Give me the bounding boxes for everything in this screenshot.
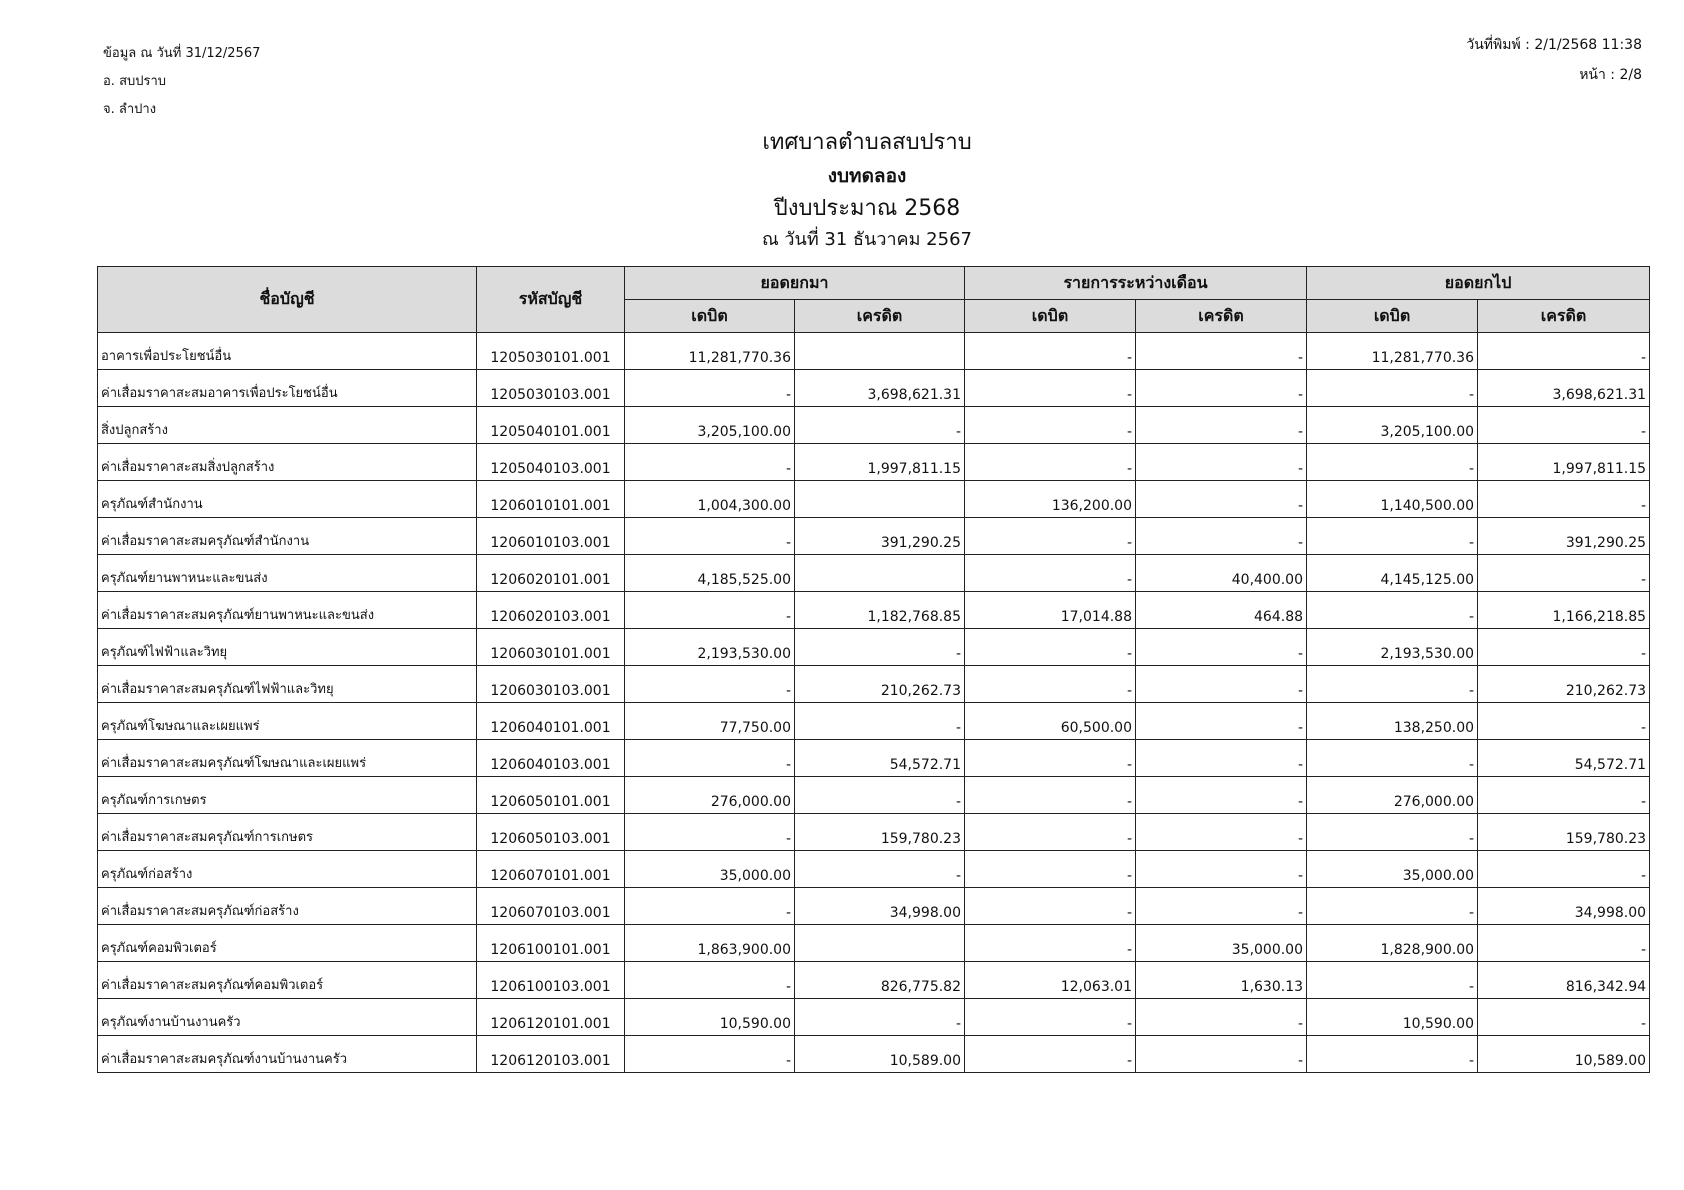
account-name: ค่าเสื่อมราคาสะสมครุภัณฑ์โฆษณาและเผยแพร่	[98, 740, 477, 777]
month-credit: -	[1136, 740, 1307, 777]
month-credit: -	[1136, 888, 1307, 925]
brought-forward-credit: 391,290.25	[795, 518, 965, 555]
carried-forward-credit: 159,780.23	[1478, 814, 1650, 851]
brought-forward-credit: -	[795, 407, 965, 444]
print-date: วันที่พิมพ์ : 2/1/2568 11:38	[1466, 37, 1642, 53]
carried-forward-credit: -	[1478, 851, 1650, 888]
carried-forward-debit: -	[1307, 814, 1478, 851]
account-code: 1206050103.001	[477, 814, 625, 851]
month-debit: -	[965, 444, 1136, 481]
brought-forward-debit: -	[625, 962, 795, 999]
brought-forward-credit: 54,572.71	[795, 740, 965, 777]
province: จ. ลำปาง	[103, 102, 157, 117]
account-code: 1206040103.001	[477, 740, 625, 777]
account-code: 1206020101.001	[477, 555, 625, 592]
brought-forward-credit: 1,182,768.85	[795, 592, 965, 629]
table-row	[98, 629, 1650, 666]
carried-forward-debit: -	[1307, 666, 1478, 703]
carried-forward-debit: -	[1307, 962, 1478, 999]
month-debit: -	[965, 333, 1136, 370]
brought-forward-credit: -	[795, 777, 965, 814]
account-name: ครุภัณฑ์ยานพาหนะและขนส่ง	[98, 555, 477, 592]
brought-forward-debit: -	[625, 740, 795, 777]
as-of-date: ณ วันที่ 31 ธันวาคม 2567	[762, 229, 972, 250]
brought-forward-credit	[795, 925, 965, 962]
brought-forward-debit: -	[625, 444, 795, 481]
account-name: ค่าเสื่อมราคาสะสมครุภัณฑ์ยานพาหนะและขนส่ง	[98, 592, 477, 629]
account-name: ครุภัณฑ์การเกษตร	[98, 777, 477, 814]
account-code: 1206010101.001	[477, 481, 625, 518]
carried-forward-debit: -	[1307, 1036, 1478, 1073]
account-code: 1206030103.001	[477, 666, 625, 703]
table-row	[98, 740, 1650, 777]
account-name: สิ่งปลูกสร้าง	[98, 407, 477, 444]
brought-forward-debit: -	[625, 666, 795, 703]
month-credit: -	[1136, 370, 1307, 407]
carried-forward-credit: -	[1478, 333, 1650, 370]
brought-forward-credit: -	[795, 999, 965, 1036]
account-code: 1206070101.001	[477, 851, 625, 888]
report-titles	[0, 126, 1684, 254]
brought-forward-credit: 10,589.00	[795, 1036, 965, 1073]
account-code: 1206100103.001	[477, 962, 625, 999]
month-credit: -	[1136, 851, 1307, 888]
carried-forward-credit: 1,997,811.15	[1478, 444, 1650, 481]
header-credit: เครดิต	[795, 300, 965, 333]
month-credit: 40,400.00	[1136, 555, 1307, 592]
report-info-right	[1466, 30, 1642, 90]
table-row	[98, 851, 1650, 888]
carried-forward-credit: 1,166,218.85	[1478, 592, 1650, 629]
table-row	[98, 999, 1650, 1036]
trial-balance-table	[97, 266, 1650, 1073]
header-debit: เดบิต	[1307, 300, 1478, 333]
header-brought-forward: ยอดยกมา	[625, 267, 965, 300]
header-credit: เครดิต	[1478, 300, 1650, 333]
carried-forward-credit: 10,589.00	[1478, 1036, 1650, 1073]
brought-forward-debit: -	[625, 814, 795, 851]
carried-forward-debit: 11,281,770.36	[1307, 333, 1478, 370]
report-info-left	[103, 40, 260, 124]
carried-forward-debit: 10,590.00	[1307, 999, 1478, 1036]
carried-forward-debit: -	[1307, 444, 1478, 481]
month-credit: -	[1136, 666, 1307, 703]
brought-forward-credit: 210,262.73	[795, 666, 965, 703]
brought-forward-debit: 35,000.00	[625, 851, 795, 888]
header-account-name: ชื่อบัญชี	[98, 267, 477, 333]
account-code: 1205030101.001	[477, 333, 625, 370]
brought-forward-credit: 826,775.82	[795, 962, 965, 999]
carried-forward-credit: -	[1478, 703, 1650, 740]
account-code: 1205030103.001	[477, 370, 625, 407]
carried-forward-credit: 3,698,621.31	[1478, 370, 1650, 407]
account-code: 1206100101.001	[477, 925, 625, 962]
month-debit: -	[965, 370, 1136, 407]
carried-forward-debit: -	[1307, 518, 1478, 555]
carried-forward-debit: -	[1307, 370, 1478, 407]
carried-forward-debit: 276,000.00	[1307, 777, 1478, 814]
month-debit: 17,014.88	[965, 592, 1136, 629]
table-row	[98, 444, 1650, 481]
month-debit: -	[965, 740, 1136, 777]
table-row	[98, 814, 1650, 851]
account-name: ครุภัณฑ์ไฟฟ้าและวิทยุ	[98, 629, 477, 666]
brought-forward-credit	[795, 333, 965, 370]
header-carried-forward: ยอดยกไป	[1307, 267, 1650, 300]
carried-forward-credit: 54,572.71	[1478, 740, 1650, 777]
org-title: เทศบาลตำบลสบปราบ	[762, 130, 972, 155]
carried-forward-credit: -	[1478, 777, 1650, 814]
month-debit: -	[965, 407, 1136, 444]
table-row	[98, 777, 1650, 814]
brought-forward-debit: 3,205,100.00	[625, 407, 795, 444]
table-row	[98, 962, 1650, 999]
fiscal-year: ปีงบประมาณ 2568	[773, 196, 961, 221]
account-name: ค่าเสื่อมราคาสะสมครุภัณฑ์ก่อสร้าง	[98, 888, 477, 925]
carried-forward-debit: 35,000.00	[1307, 851, 1478, 888]
brought-forward-credit: -	[795, 703, 965, 740]
brought-forward-debit: -	[625, 518, 795, 555]
brought-forward-credit: 1,997,811.15	[795, 444, 965, 481]
brought-forward-credit	[795, 481, 965, 518]
district: อ. สบปราบ	[103, 74, 167, 89]
month-credit: -	[1136, 629, 1307, 666]
brought-forward-debit: 11,281,770.36	[625, 333, 795, 370]
carried-forward-debit: 4,145,125.00	[1307, 555, 1478, 592]
month-debit: -	[965, 925, 1136, 962]
month-credit: 464.88	[1136, 592, 1307, 629]
month-debit: -	[965, 555, 1136, 592]
table-row	[98, 925, 1650, 962]
carried-forward-debit: 1,828,900.00	[1307, 925, 1478, 962]
account-code: 1206030101.001	[477, 629, 625, 666]
table-body	[98, 333, 1650, 1073]
table-row	[98, 666, 1650, 703]
carried-forward-debit: 1,140,500.00	[1307, 481, 1478, 518]
month-credit: 1,630.13	[1136, 962, 1307, 999]
carried-forward-debit: -	[1307, 740, 1478, 777]
month-debit: -	[965, 666, 1136, 703]
account-name: ค่าเสื่อมราคาสะสมครุภัณฑ์คอมพิวเตอร์	[98, 962, 477, 999]
header-during-month: รายการระหว่างเดือน	[965, 267, 1307, 300]
brought-forward-debit: 276,000.00	[625, 777, 795, 814]
month-credit: -	[1136, 703, 1307, 740]
month-credit: -	[1136, 999, 1307, 1036]
table-row	[98, 888, 1650, 925]
brought-forward-debit: 1,863,900.00	[625, 925, 795, 962]
month-debit: -	[965, 1036, 1136, 1073]
account-code: 1206070103.001	[477, 888, 625, 925]
account-code: 1206040101.001	[477, 703, 625, 740]
header-debit: เดบิต	[965, 300, 1136, 333]
month-credit: -	[1136, 518, 1307, 555]
month-credit: -	[1136, 407, 1307, 444]
month-credit: -	[1136, 777, 1307, 814]
carried-forward-credit: 391,290.25	[1478, 518, 1650, 555]
account-name: ค่าเสื่อมราคาสะสมครุภัณฑ์การเกษตร	[98, 814, 477, 851]
brought-forward-debit: 77,750.00	[625, 703, 795, 740]
carried-forward-debit: 138,250.00	[1307, 703, 1478, 740]
account-name: ค่าเสื่อมราคาสะสมสิ่งปลูกสร้าง	[98, 444, 477, 481]
brought-forward-credit: -	[795, 629, 965, 666]
brought-forward-debit: -	[625, 592, 795, 629]
account-name: ครุภัณฑ์โฆษณาและเผยแพร่	[98, 703, 477, 740]
brought-forward-debit: 10,590.00	[625, 999, 795, 1036]
report-title: งบทดลอง	[827, 165, 907, 187]
page-number: หน้า : 2/8	[1579, 67, 1642, 83]
brought-forward-credit: 34,998.00	[795, 888, 965, 925]
account-name: ครุภัณฑ์คอมพิวเตอร์	[98, 925, 477, 962]
account-name: ครุภัณฑ์ก่อสร้าง	[98, 851, 477, 888]
carried-forward-debit: 2,193,530.00	[1307, 629, 1478, 666]
table-row	[98, 407, 1650, 444]
month-debit: -	[965, 851, 1136, 888]
month-credit: -	[1136, 814, 1307, 851]
carried-forward-credit: -	[1478, 629, 1650, 666]
brought-forward-debit: 4,185,525.00	[625, 555, 795, 592]
table-row	[98, 518, 1650, 555]
brought-forward-credit: 159,780.23	[795, 814, 965, 851]
table-row	[98, 703, 1650, 740]
carried-forward-credit: 210,262.73	[1478, 666, 1650, 703]
account-code: 1206050101.001	[477, 777, 625, 814]
account-code: 1206120101.001	[477, 999, 625, 1036]
carried-forward-credit: -	[1478, 481, 1650, 518]
carried-forward-credit: -	[1478, 407, 1650, 444]
carried-forward-debit: 3,205,100.00	[1307, 407, 1478, 444]
account-name: ค่าเสื่อมราคาสะสมครุภัณฑ์งานบ้านงานครัว	[98, 1036, 477, 1073]
month-debit: -	[965, 629, 1136, 666]
account-name: ค่าเสื่อมราคาสะสมครุภัณฑ์สำนักงาน	[98, 518, 477, 555]
data-date: ข้อมูล ณ วันที่ 31/12/2567	[103, 46, 261, 61]
month-debit: -	[965, 518, 1136, 555]
brought-forward-debit: -	[625, 370, 795, 407]
month-debit: -	[965, 777, 1136, 814]
carried-forward-credit: -	[1478, 925, 1650, 962]
table-row	[98, 481, 1650, 518]
carried-forward-credit: 816,342.94	[1478, 962, 1650, 999]
month-credit: -	[1136, 481, 1307, 518]
brought-forward-debit: 2,193,530.00	[625, 629, 795, 666]
carried-forward-debit: -	[1307, 592, 1478, 629]
table-row	[98, 333, 1650, 370]
brought-forward-debit: -	[625, 888, 795, 925]
account-name: ครุภัณฑ์สำนักงาน	[98, 481, 477, 518]
month-credit: -	[1136, 1036, 1307, 1073]
carried-forward-credit: -	[1478, 555, 1650, 592]
month-credit: -	[1136, 333, 1307, 370]
header-credit: เครดิต	[1136, 300, 1307, 333]
account-code: 1206120103.001	[477, 1036, 625, 1073]
table-row	[98, 370, 1650, 407]
header-account-code: รหัสบัญชี	[477, 267, 625, 333]
carried-forward-debit: -	[1307, 888, 1478, 925]
month-credit: -	[1136, 444, 1307, 481]
brought-forward-credit: -	[795, 851, 965, 888]
account-code: 1206010103.001	[477, 518, 625, 555]
month-debit: 12,063.01	[965, 962, 1136, 999]
month-debit: -	[965, 888, 1136, 925]
brought-forward-debit: 1,004,300.00	[625, 481, 795, 518]
month-debit: -	[965, 999, 1136, 1036]
carried-forward-credit: -	[1478, 999, 1650, 1036]
month-debit: 136,200.00	[965, 481, 1136, 518]
account-code: 1205040101.001	[477, 407, 625, 444]
carried-forward-credit: 34,998.00	[1478, 888, 1650, 925]
brought-forward-credit	[795, 555, 965, 592]
table-header	[98, 267, 1650, 333]
header-debit: เดบิต	[625, 300, 795, 333]
account-code: 1205040103.001	[477, 444, 625, 481]
table-row	[98, 592, 1650, 629]
month-credit: 35,000.00	[1136, 925, 1307, 962]
account-name: ค่าเสื่อมราคาสะสมครุภัณฑ์ไฟฟ้าและวิทยุ	[98, 666, 477, 703]
month-debit: 60,500.00	[965, 703, 1136, 740]
account-name: ค่าเสื่อมราคาสะสมอาคารเพื่อประโยชน์อื่น	[98, 370, 477, 407]
month-debit: -	[965, 814, 1136, 851]
brought-forward-debit: -	[625, 1036, 795, 1073]
table-row	[98, 1036, 1650, 1073]
account-name: อาคารเพื่อประโยชน์อื่น	[98, 333, 477, 370]
account-name: ครุภัณฑ์งานบ้านงานครัว	[98, 999, 477, 1036]
table-row	[98, 555, 1650, 592]
brought-forward-credit: 3,698,621.31	[795, 370, 965, 407]
account-code: 1206020103.001	[477, 592, 625, 629]
